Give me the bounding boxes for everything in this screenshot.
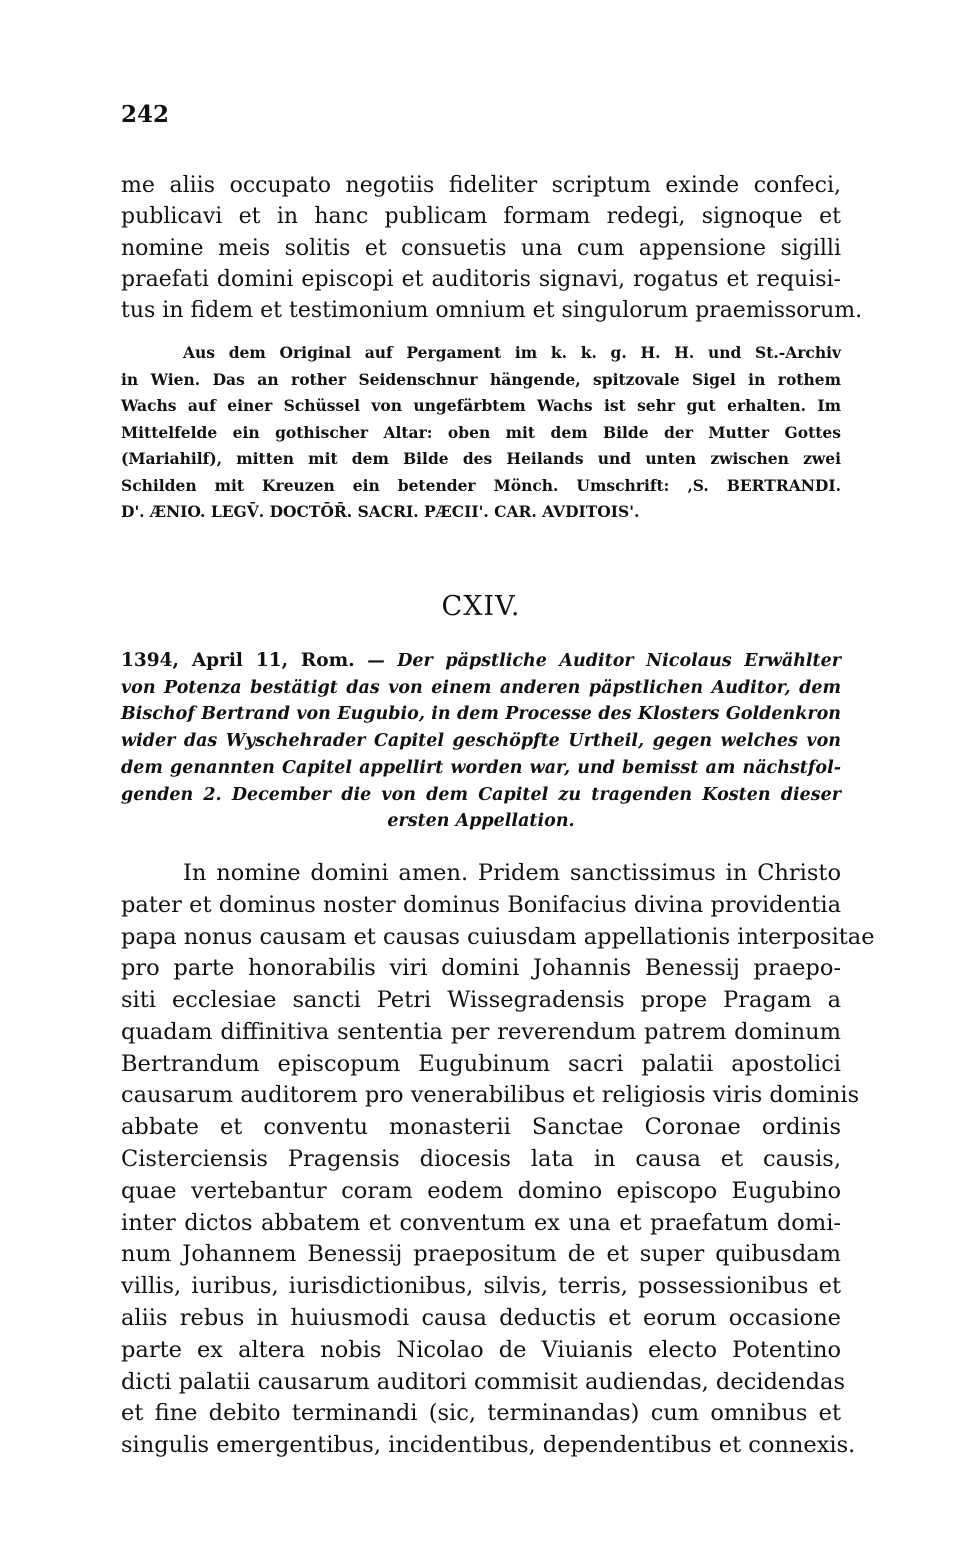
- page: [121, 100, 875, 1462]
- note-line: Wachs auf einer Schüssel von ungefärbtem Wachs ist sehr gut erhalten. Im: [121, 396, 841, 416]
- summary-line: wider das Wyschehrader Capitel geschöpfte Urtheil, gegen welches von: [121, 731, 841, 752]
- summary-line: Bischof Bertrand von Eugubio, in dem Processe des Klosters Goldenkron: [121, 704, 841, 725]
- text-line: nomine meis solitis et consuetis una cum appensione sigilli: [121, 235, 841, 261]
- summary-line: ersten Appellation.: [387, 811, 575, 832]
- source-note: [121, 340, 841, 526]
- document-heading: CXIV.: [441, 590, 521, 622]
- note-line: Aus dem Original auf Pergament im k. k. g. H. H. und St.-Archiv: [183, 343, 841, 363]
- body-line: siti ecclesiae sancti Petri Wissegradensis prope Pragam a: [121, 987, 841, 1014]
- body-line: papa nonus causam et causas cuiusdam appellationis interpositae: [121, 923, 875, 950]
- body-line: villis, iuribus, iurisdictionibus, silvis, terris, possessionibus et: [121, 1273, 841, 1300]
- body-line: causarum auditorem pro venerabilibus et religiosis viris dominis: [121, 1082, 860, 1109]
- text-line: tus in fidem et testimonium omnium et singulorum praemissorum.: [121, 298, 863, 324]
- summary-line: genden 2. December die von dem Capitel zu tragenden Kosten dieser: [121, 784, 841, 805]
- summary-line: dem genannten Capitel appellirt worden war, und bemisst am nächstfol-: [121, 757, 841, 778]
- body-line: Cisterciensis Pragensis diocesis lata in causa et causis,: [121, 1146, 841, 1173]
- note-line: in Wien. Das an rother Seidenschnur hängende, spitzovale Sigel in rothem: [121, 369, 841, 389]
- body-line: et fine debito terminandi (sic, terminandas) cum omnibus et: [121, 1400, 841, 1427]
- document-body: [121, 858, 875, 1462]
- note-line: (Mariahilf), mitten mit dem Bilde des Heilands und unten zwischen zwei: [121, 449, 841, 469]
- body-line: In nomine domini amen. Pridem sanctissimus in Christo: [183, 859, 841, 886]
- summary-line: von Potenza bestätigt das von einem anderen päpstlichen Auditor, dem: [121, 677, 841, 698]
- body-line: num Johannem Benessij praepositum de et super quibusdam: [121, 1241, 841, 1268]
- body-line: parte ex altera nobis Nicolao de Viuianis electo Potentino: [121, 1336, 841, 1363]
- text-line: me aliis occupato negotiis fideliter scriptum exinde confeci,: [121, 173, 841, 198]
- page-number: 242: [121, 101, 170, 128]
- regest-summary: [121, 648, 841, 835]
- body-line: pro parte honorabilis viri domini Johannis Benessij praepo-: [121, 955, 841, 982]
- date-place: 1394, April 11, Rom.: [121, 649, 355, 671]
- opening-paragraph: [121, 170, 863, 326]
- body-line: aliis rebus in huiusmodi causa deductis et eorum occasione: [121, 1305, 841, 1332]
- body-line: quae vertebantur coram eodem domino episcopo Eugubino: [121, 1177, 841, 1204]
- body-line: inter dictos abbatem et conventum ex una et praefatum domi-: [121, 1209, 841, 1236]
- body-line: singulis emergentibus, incidentibus, dependentibus et connexis.: [121, 1432, 856, 1459]
- body-line: dicti palatii causarum auditori commisit audiendas, decidendas: [121, 1368, 846, 1395]
- text-line: praefati domini episcopi et auditoris signavi, rogatus et requisi-: [121, 266, 841, 292]
- body-line: pater et dominus noster dominus Bonifacius divina providentia: [121, 891, 841, 918]
- text-line: publicavi et in hanc publicam formam redegi, signoque et: [121, 204, 841, 230]
- note-line: Mittelfelde ein gothischer Altar: oben mit dem Bilde der Mutter Gottes: [121, 422, 841, 442]
- body-line: abbate et conventu monasterii Sanctae Coronae ordinis: [121, 1114, 841, 1141]
- body-line: quadam diffinitiva sententia per reverendum patrem dominum: [121, 1018, 841, 1045]
- summary-line: 1394, April 11, Rom. — Der päpstliche Auditor Nicolaus Erwählter: [121, 649, 841, 671]
- note-line: Schilden mit Kreuzen ein betender Mönch. Umschrift: ‚S. BERTRANDI.: [121, 475, 841, 495]
- body-line: Bertrandum episcopum Eugubinum sacri palatii apostolici: [121, 1050, 841, 1077]
- note-line: D'. ÆNIO. LEGV̄. DOCTŌR̄. SACRI. PÆCII'. CAR. AVDITOIS'.: [121, 502, 640, 522]
